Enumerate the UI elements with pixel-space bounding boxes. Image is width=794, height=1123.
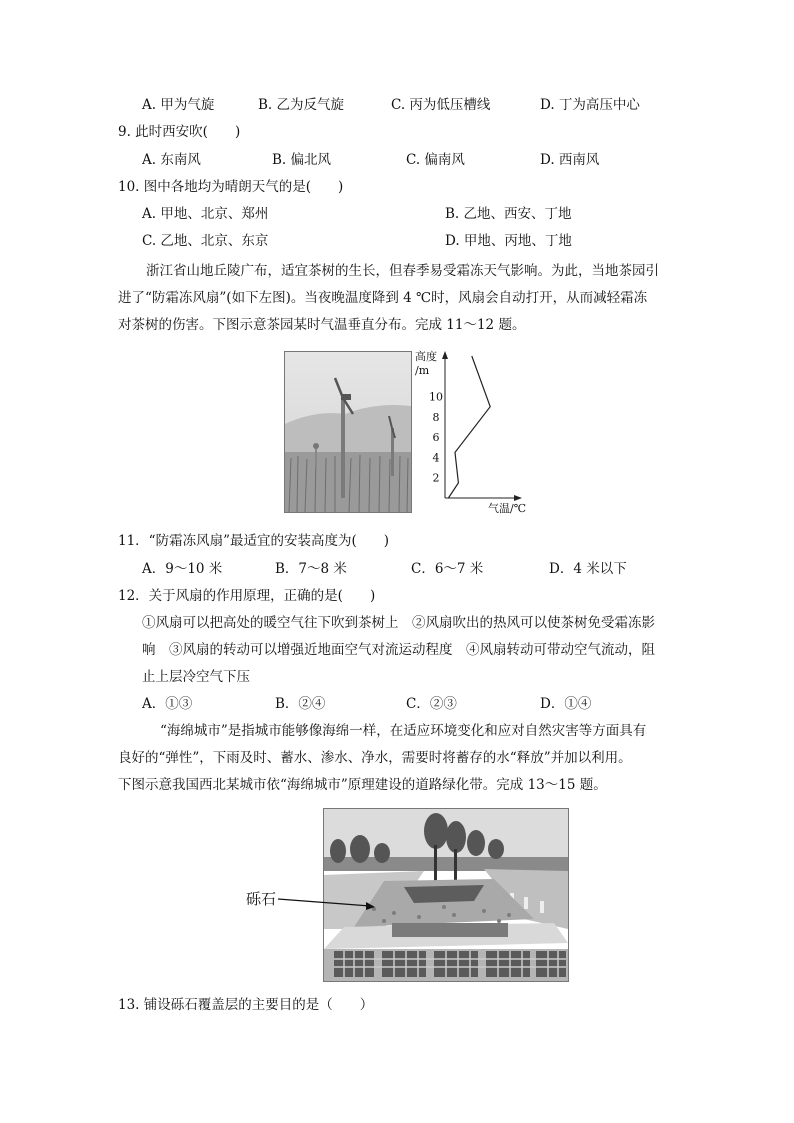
q12-option-d: D．①④ xyxy=(540,696,592,712)
gravel-pointer-arrow xyxy=(278,893,378,913)
passage1-line2: 进了“防霜冻风扇”(如下左图)。当夜晚温度降到 4 ℃时，风扇会自动打开，从而减轻霜冻 xyxy=(118,290,648,306)
q10-stem: 10. 图中各地均为晴朗天气的是( ) xyxy=(118,179,344,195)
q12-item-line2: 响 ③风扇的转动可以增强近地面空气对流运动程度 ④风扇转动可带动空气流动，阻 xyxy=(142,642,655,658)
chart-series-temperature xyxy=(448,356,490,498)
temperature-profile-chart xyxy=(412,348,537,518)
q11-option-d: D．4 米以下 xyxy=(549,561,627,577)
frost-fan-image xyxy=(285,352,411,512)
q12-stem: 12．关于风扇的作用原理，正确的是( ) xyxy=(118,588,376,604)
q9-option-a: A. 东南风 xyxy=(142,152,201,168)
q11-option-a: A．9～10 米 xyxy=(142,561,223,577)
passage1-line3: 对茶树的伤害。下图示意茶园某时气温垂直分布。完成 11～12 题。 xyxy=(118,317,526,333)
passage2-line3: 下图示意我国西北某城市依“海绵城市”原理建设的道路绿化带。完成 13～15 题。 xyxy=(118,777,607,793)
chart-y-tick-label: 8 xyxy=(432,410,440,424)
q12-option-b: B．②④ xyxy=(275,696,326,712)
q13-stem: 13. 铺设砾石覆盖层的主要目的是（ ） xyxy=(118,997,374,1013)
q10-option-c: C. 乙地、北京、东京 xyxy=(142,233,269,249)
passage1-line1: 浙江省山地丘陵广布，适宜茶树的生长，但春季易受霜冻天气影响。为此，当地茶园引 xyxy=(146,263,659,279)
chart-ylabel-line2: /m xyxy=(415,364,430,377)
q12-option-c: C．②③ xyxy=(406,696,457,712)
q8-option-c: C. 丙为低压槽线 xyxy=(391,97,491,113)
chart-y-tick-label: 10 xyxy=(429,390,443,404)
q9-stem: 9. 此时西安吹( ) xyxy=(118,124,241,140)
q9-option-c: C. 偏南风 xyxy=(406,152,465,168)
passage2-line1: “海绵城市”是指城市能够像海绵一样，在适应环境变化和应对自然灾害等方面具有 xyxy=(160,723,647,739)
q10-option-a: A. 甲地、北京、郑州 xyxy=(142,206,269,222)
chart-y-tick-label: 2 xyxy=(432,471,440,485)
q11-stem: 11．“防霜冻风扇”最适宜的安装高度为( ) xyxy=(118,533,390,549)
q8-option-d: D. 丁为高压中心 xyxy=(540,97,640,113)
chart-xlabel: 气温/℃ xyxy=(488,502,527,515)
chart-y-axis-arrow xyxy=(442,351,448,359)
q11-option-c: C．6～7 米 xyxy=(411,561,484,577)
passage2-line2: 良好的“弹性”，下雨及时、蓄水、渗水、净水，需要时将蓄存的水“释放”并加以利用。 xyxy=(118,750,632,766)
frost-fan-photo xyxy=(284,351,412,513)
q12-option-a: A．①③ xyxy=(142,696,193,712)
chart-x-axis-arrow xyxy=(514,495,522,501)
q9-option-d: D. 西南风 xyxy=(540,152,600,168)
chart-y-tick-label: 6 xyxy=(432,431,440,445)
q11-option-b: B．7～8 米 xyxy=(275,561,347,577)
q12-item-line1: ①风扇可以把高处的暖空气往下吹到茶树上 ②风扇吹出的热风可以使茶树免受霜冻影 xyxy=(142,615,655,631)
gravel-label: 砾石 xyxy=(246,890,277,908)
q10-option-b: B. 乙地、西安、丁地 xyxy=(445,206,572,222)
chart-ylabel-line1: 高度 xyxy=(415,350,437,363)
q12-item-line3: 止上层冷空气下压 xyxy=(142,669,250,685)
chart-y-tick-label: 4 xyxy=(432,451,440,465)
q10-option-d: D. 甲地、丙地、丁地 xyxy=(445,233,572,249)
q8-option-b: B. 乙为反气旋 xyxy=(258,97,345,113)
q9-option-b: B. 偏北风 xyxy=(272,152,332,168)
q8-option-a: A. 甲为气旋 xyxy=(142,97,215,113)
